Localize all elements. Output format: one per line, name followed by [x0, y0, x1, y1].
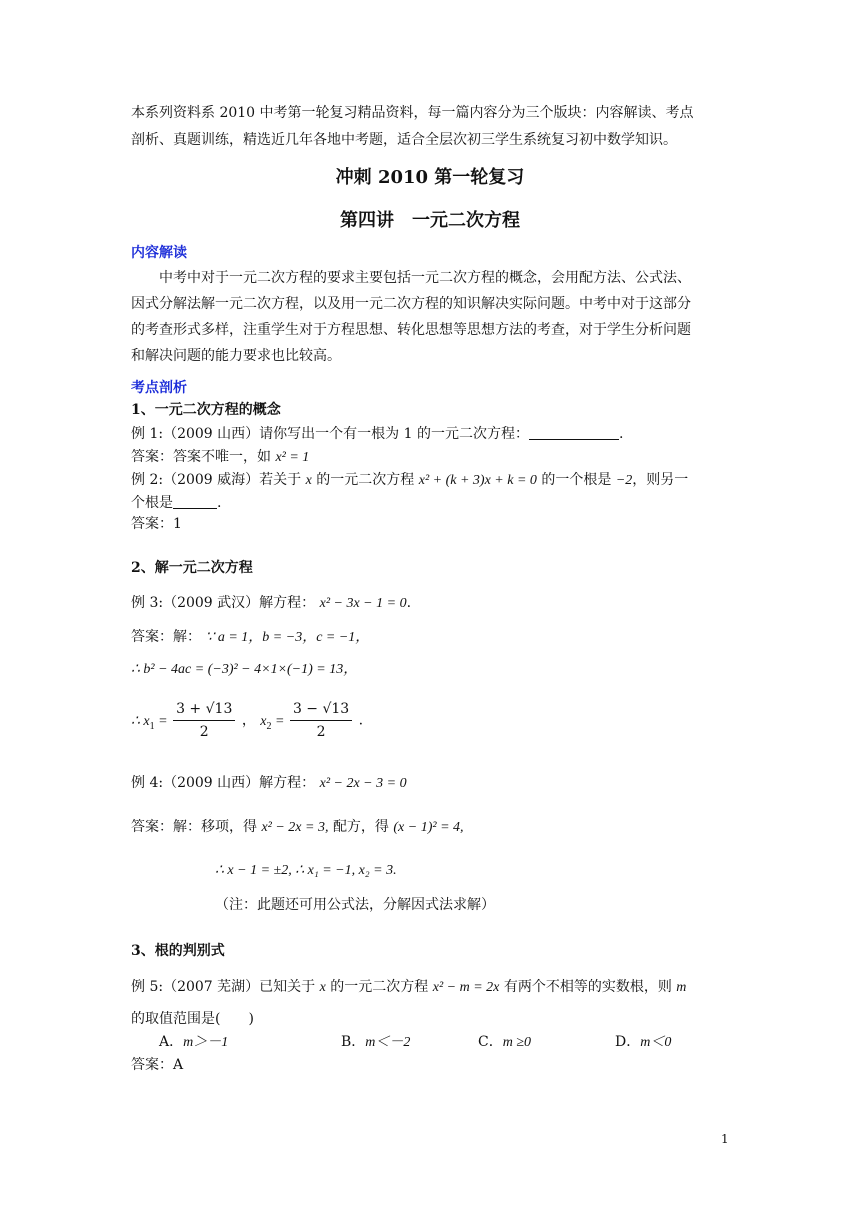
topic-heading-1: 1、一元二次方程的概念 — [131, 402, 281, 418]
paragraph-line: 和解决问题的能力要求也比较高。 — [131, 348, 341, 364]
example-5-continued: 的取值范围是( ) — [131, 1011, 254, 1027]
answer-4-line-1: 答案：解：移项，得 x² − 2x = 3, 配方，得 (x − 1)² = 4, — [131, 819, 464, 835]
example-2: 例 2:（2009 威海）若关于 x 的一元二次方程 x² + (k + 3)x + k = 0 的一个根是 −2，则另一 — [131, 472, 689, 488]
intro-line-1: 本系列资料系 2010 中考第一轮复习精品资料，每一篇内容分为三个版块：内容解读、考点 — [131, 105, 694, 121]
answer-4-note: （注：此题还可用公式法，分解因式法求解） — [215, 897, 495, 913]
paragraph-line: 因式分解法解一元二次方程，以及用一元二次方程的知识解决实际问题。中考中对于这部分 — [131, 296, 691, 312]
answer-5: 答案：A — [131, 1057, 184, 1073]
math-expression: x² − m = 2x — [432, 980, 500, 995]
example-4: 例 4:（2009 山西）解方程： x² − 2x − 3 = 0 — [131, 775, 407, 791]
answer-3-line-2: ∴ b² − 4ac = (−3)² − 4×1×(−1) = 13， — [131, 662, 358, 677]
fraction: $\frac{3 - √13}{2}$ — [290, 700, 352, 741]
answer-4-line-2: ∴ x − 1 = ±2, ∴ x₁ = −1, x₂ = 3. — [215, 863, 397, 878]
example-1: 例 1:（2009 山西）请你写出一个有一根为 1 的一元二次方程： . — [131, 426, 624, 442]
main-title: 冲刺 2010 第一轮复习 — [335, 167, 525, 188]
topic-heading-2: 2、解一元二次方程 — [131, 560, 253, 576]
topic-heading-3: 3、根的判别式 — [131, 943, 225, 959]
example-5: 例 5:（2007 芜湖）已知关于 x 的一元二次方程 x² − m = 2x 有两个不相等的实数根，则 m — [131, 979, 687, 995]
answer-3-line-3: ∴ $x_1$ = $\frac{3 + √13}{2}$ ， $x_2$ = $\frac{3 - √13}{2}$ . — [131, 701, 364, 740]
section-heading-content: 内容解读 — [131, 245, 187, 261]
option-c: C．m ≥0 — [478, 1034, 532, 1050]
option-a: A．m＞－1 — [159, 1034, 229, 1050]
answer-2: 答案：1 — [131, 516, 182, 532]
page-number: 1 — [721, 1132, 729, 1146]
option-b: B．m＜－2 — [341, 1034, 411, 1050]
fraction: $\frac{3 + √13}{2}$ — [173, 700, 235, 741]
math-expression: ∵ a = 1，b = −3，c = −1， — [205, 630, 370, 645]
math-expression: x² = 1 — [275, 450, 310, 465]
paragraph-line: 中考中对于一元二次方程的要求主要包括一元二次方程的概念，会用配方法、公式法、 — [159, 270, 691, 286]
paragraph-line: 的考查形式多样，注重学生对于方程思想、转化思想等思想方法的考查，对于学生分析问题 — [131, 322, 691, 338]
option-d: D．m＜0 — [615, 1034, 672, 1050]
example-2-continued: 个根是 . — [131, 495, 222, 511]
math-expression: x² − 2x − 3 = 0 — [319, 776, 407, 791]
answer-blank — [173, 494, 217, 509]
section-heading-analysis: 考点剖析 — [131, 380, 187, 396]
answer-blank — [529, 425, 619, 440]
answer-1: 答案：答案不唯一，如 x² = 1 — [131, 449, 310, 465]
answer-3-line-1: 答案：解： ∵ a = 1，b = −3，c = −1， — [131, 629, 370, 645]
lecture-title: 第四讲 一元二次方程 — [340, 210, 520, 231]
math-expression: x² − 3x − 1 = 0 — [319, 596, 407, 611]
math-expression: x² + (k + 3)x + k = 0 — [418, 473, 537, 488]
example-3: 例 3:（2009 武汉）解方程： x² − 3x − 1 = 0. — [131, 595, 412, 611]
intro-line-2: 剖析、真题训练，精选近几年各地中考题，适合全层次初三学生系统复习初中数学知识。 — [131, 132, 677, 148]
